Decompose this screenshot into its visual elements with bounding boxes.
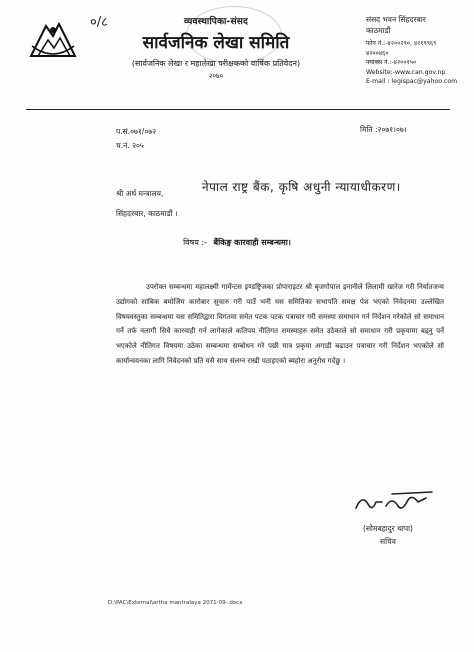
address-line-1: संसद भवन सिंहदरबार: [366, 15, 426, 24]
signatory-name: (सोमबहादुर थापा): [363, 524, 413, 533]
phone-line-2: ४२००४६०: [366, 49, 389, 57]
subject-line: [0, 237, 474, 248]
subject-label: विषय :-: [183, 238, 207, 247]
fax-line: फ्याक्स नं.:-४२००१५०: [366, 59, 417, 66]
letterhead: [86, 14, 346, 81]
committee-subtitle: (सार्वजनिक लेखा र महालेखा परीक्षकको वार्षिक प्रतिवेदन): [131, 59, 301, 68]
dispatch-number: च.नं. २०५: [116, 141, 144, 150]
signatory-block: [338, 522, 438, 548]
website-line: Website:-www.can.gov.np: [366, 68, 446, 76]
letter-date: मिति :२०७१।०७।: [360, 125, 407, 134]
letter-number: प.सं.०७१/०७२: [116, 127, 157, 136]
letterhead-year: २०७०: [208, 72, 224, 80]
recipient-location: सिंहदरबार, काठमाडौं ।: [116, 209, 178, 218]
phone-line-1: फोन नं.:-४२००२९०, ४२११९६९: [366, 40, 437, 47]
footer-file-path: D:\PAC\External\artha mantralaya 2071-09-.docx: [108, 600, 243, 606]
emblem-logo-icon: [28, 16, 78, 60]
handwritten-cc-recipients: नेपाल राष्ट्र बैंक, कृषि अधुनी न्यायाधीकरण।: [202, 180, 401, 194]
committee-title: सार्वजनिक लेखा समिति: [142, 33, 290, 53]
header-divider: [26, 109, 450, 110]
recipient-salutation: श्री अर्थ मन्त्रालय,: [116, 189, 164, 198]
parliament-name: व्यवस्थापिका-संसद: [183, 17, 249, 27]
subject-value: बैंकिङ्ग कारवाही सम्बन्धमा।: [213, 238, 291, 247]
signatory-title: सचिव: [380, 537, 396, 546]
handwritten-corner-mark: ०/८: [90, 15, 108, 30]
recipient-block: [116, 184, 178, 224]
letter-body: [116, 280, 444, 369]
address: [366, 14, 466, 36]
address-line-2: काठमाडौं: [366, 26, 391, 35]
body-paragraph: उपरोक्त सम्बन्धमा महालक्ष्मी गार्मेन्टस इण्डष्ट्रिजका प्रोपाराइटर श्री बृजगोपाल इनानीले लिलामी खारेज गरी निर्यातजन्य उद्योगको साबिक बमोजिम कारोबार सुचारु गरी पाउँ भनी यस समितिका सभापति समक्ष पेश भएको निवेदनमा उल्लेखित विषयवस्तुका सम्बन्धमा यस समितिद्वारा विगतमा समेत पटक पटक पत्राचार गरी समस्या समाधान गर्न निर्देशन गरेकोले सो समाधान गर्ने तर्फ नलागी सिधै कारवाही गर्न लागेकाले कतिपय नीतिगत समस्याहरु समेत उठेकाले सो समाधान गरी प्रकृयामा बढ्नु पर्ने भएकोले नीतिगत विषयमा उठेका सम्बन्धमा सम्बोधन गरे पछी मात्र प्रकृया अगाडी बढाउन पत्राचार गरी निर्देशन भएकोले सो कार्यान्वयनका लागि निवेदनको प्रति यसै साथ संलग्न राखी पठाइएको ब्यहोरा अनुरोध गर्दछु ।: [116, 283, 444, 365]
email-line: E-mail : legispac@yahoo.com: [366, 78, 458, 85]
contact-block: [366, 14, 466, 87]
handwritten-signature: [352, 488, 442, 518]
reference-block: [116, 125, 156, 153]
